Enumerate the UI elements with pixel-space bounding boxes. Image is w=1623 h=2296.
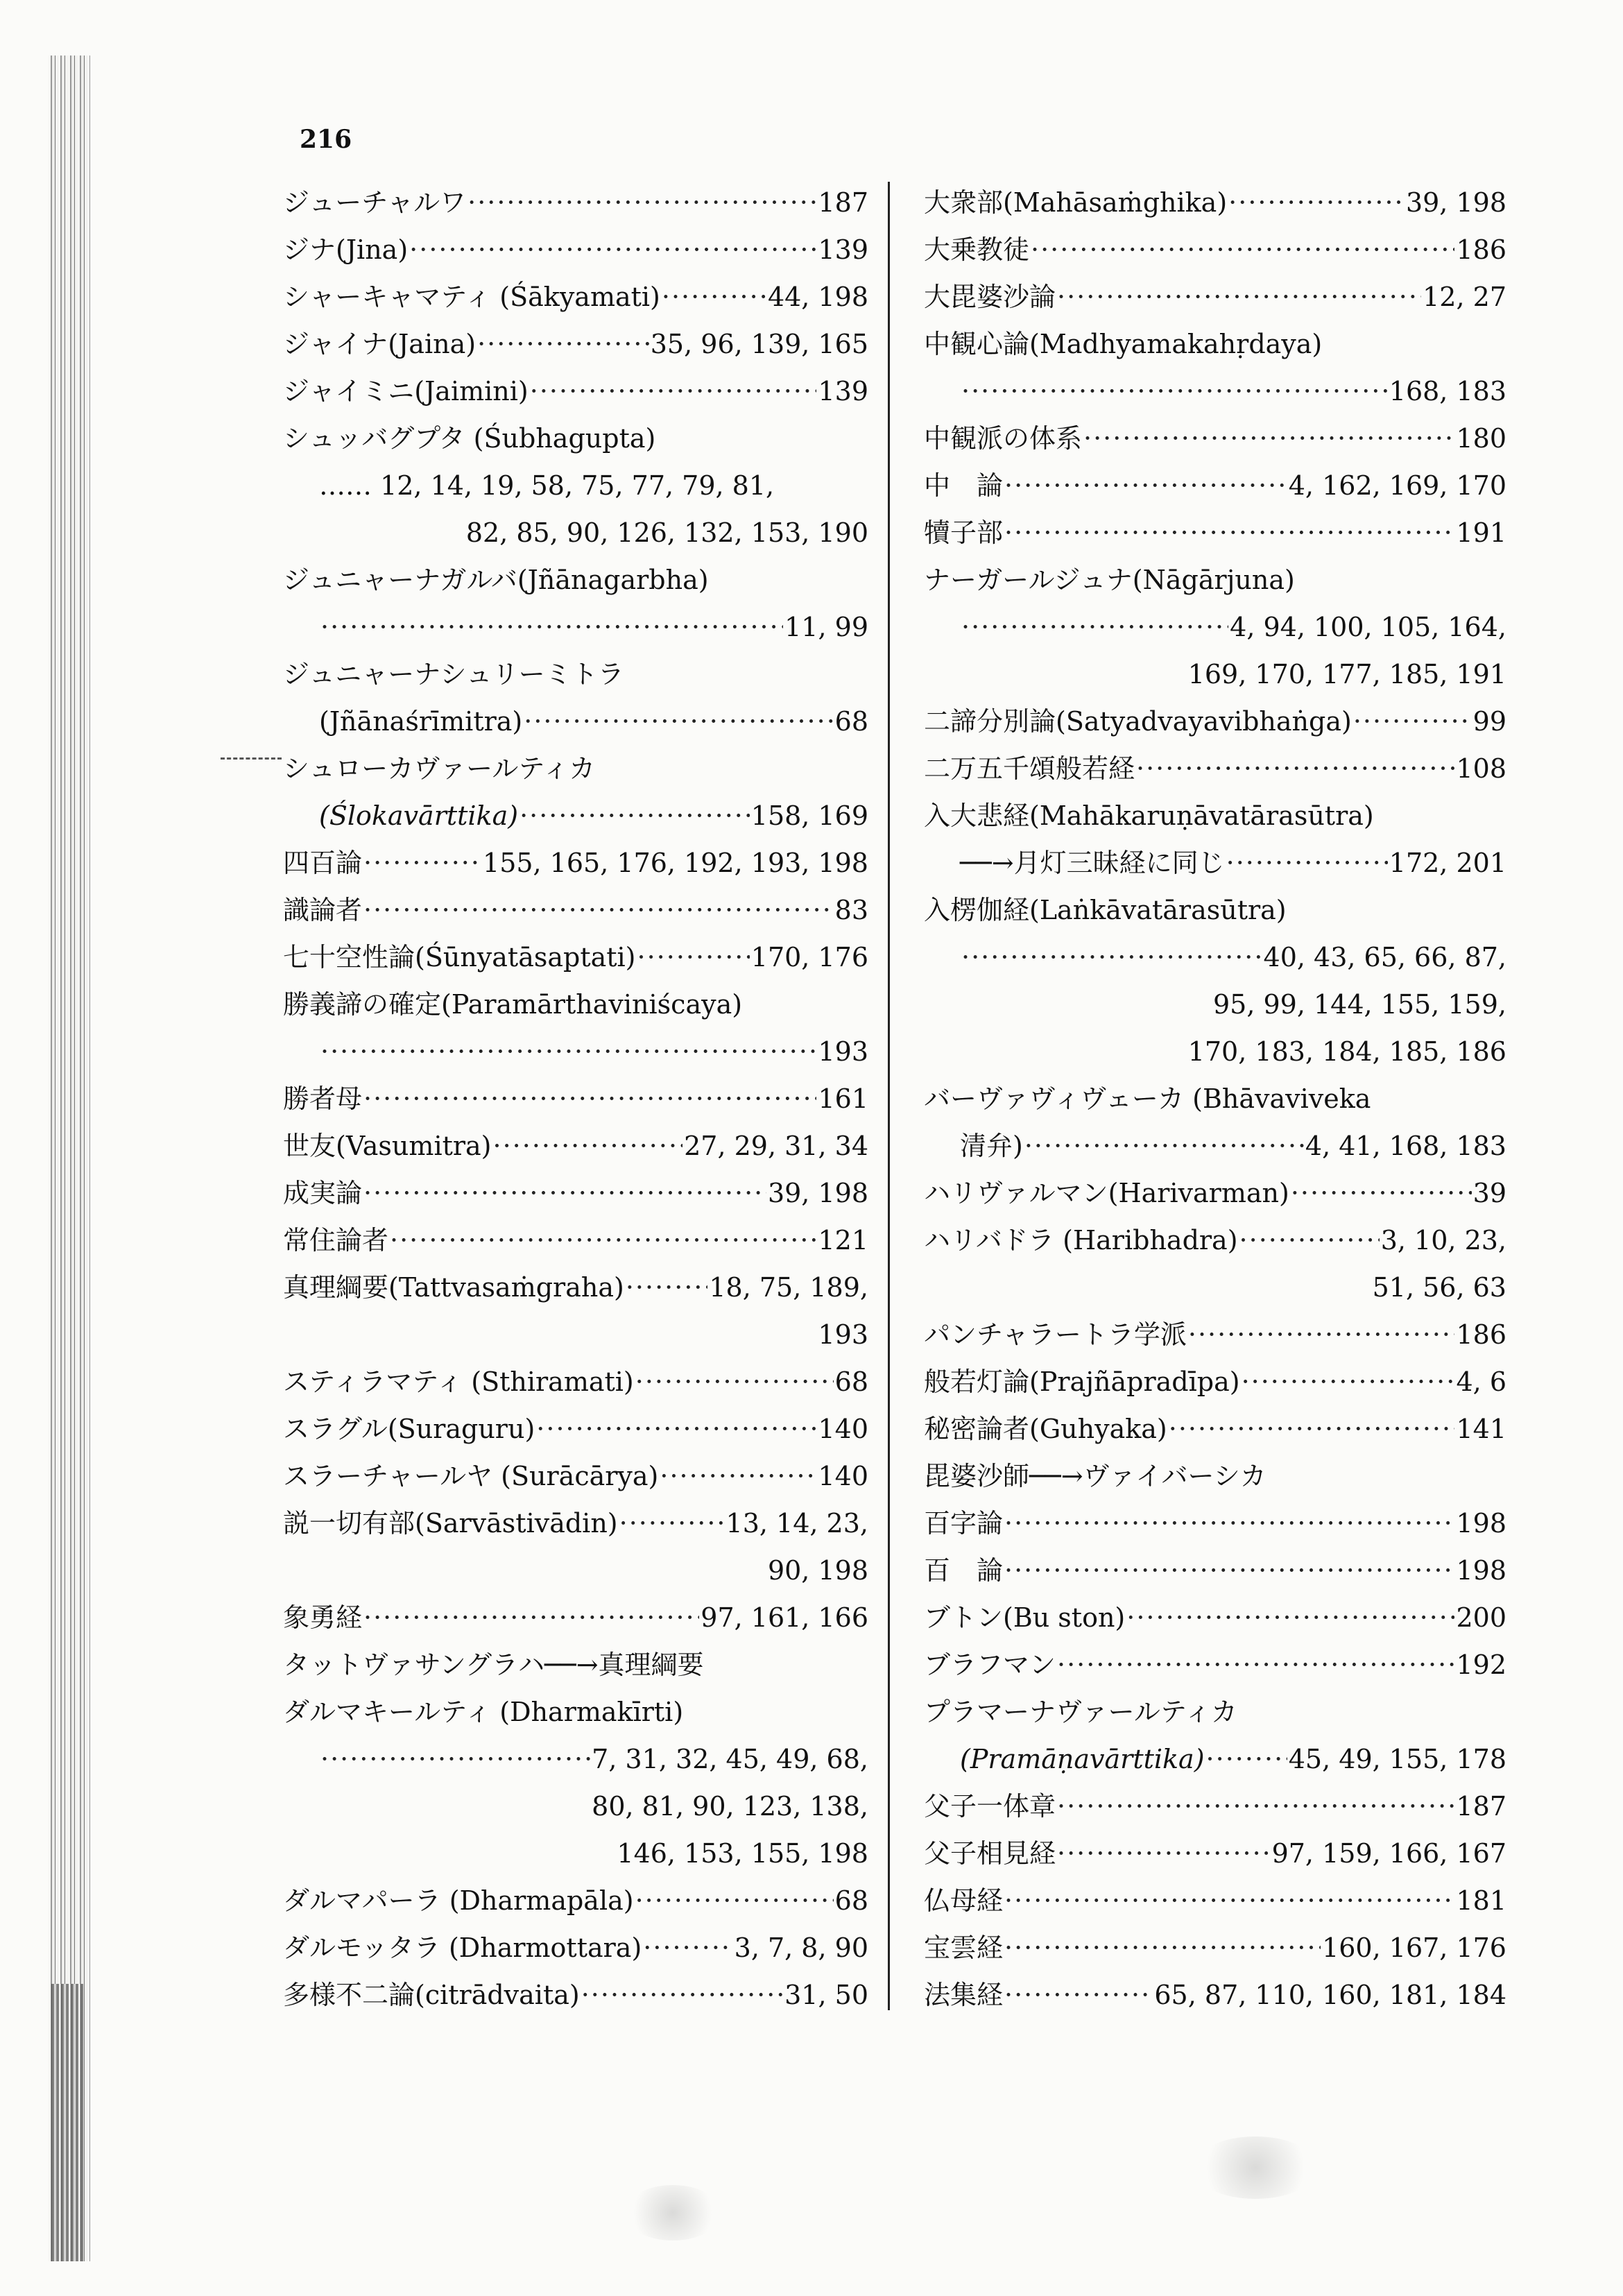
index-pages: 155, 165, 176, 192, 193, 198: [483, 848, 868, 878]
leader-dots: [1291, 1170, 1472, 1217]
index-pages: 161: [818, 1083, 868, 1114]
index-entry: [924, 1736, 1506, 1783]
index-entry: [924, 1594, 1506, 1641]
index-term: 真理綱要(Tattvasaṁgraha): [283, 1272, 624, 1303]
index-pages: 193: [818, 1036, 868, 1067]
index-pages-continued: 82, 85, 90, 126, 132, 153, 190: [465, 517, 868, 548]
index-entry: [924, 1122, 1506, 1170]
index-entry: [283, 1924, 868, 1971]
index-pages: 187: [1456, 1791, 1506, 1822]
index-pages: 140: [818, 1461, 868, 1491]
index-term: 父子相見経: [924, 1838, 1056, 1869]
scan-speckle: [1193, 2136, 1318, 2199]
index-entry: [283, 839, 868, 886]
leader-dots: [660, 1453, 816, 1500]
index-term: (Jñānaśrīmitra): [319, 706, 523, 737]
leader-dots: [961, 934, 1262, 981]
index-term: 識論者: [283, 895, 363, 925]
index-entry: [283, 1971, 868, 2019]
leader-dots: [1031, 226, 1454, 273]
index-entry: [283, 1217, 868, 1264]
index-column-left: [283, 179, 868, 2019]
index-term: 宝雲経: [924, 1933, 1004, 1963]
index-pages: 99: [1472, 706, 1506, 737]
index-term: 二万五千頌般若経: [924, 753, 1135, 784]
leader-dots: [363, 839, 481, 886]
index-term: 仏母経: [924, 1885, 1004, 1916]
index-term: 清弁): [960, 1131, 1023, 1161]
index-pages: 44, 198: [767, 282, 868, 312]
index-term: (Ślokavārttika): [319, 800, 519, 831]
index-entry: [283, 886, 868, 934]
index-term: スティラマティ (Sthiramati): [283, 1367, 634, 1397]
leader-dots: [635, 1877, 834, 1924]
page-number: 216: [300, 125, 352, 154]
index-term: 大衆部(Mahāsaṁghika): [924, 187, 1228, 218]
index-term: ハリバドラ (Haribhadra): [924, 1225, 1238, 1256]
index-term: ハリヴァルマン(Harivarman): [924, 1178, 1289, 1208]
index-heading: シュッバグプタ (Śubhagupta): [283, 423, 656, 454]
index-term: (Pramāṇavārttika): [960, 1744, 1205, 1774]
index-term: 勝者母: [283, 1083, 363, 1114]
index-entry: [924, 1783, 1506, 1830]
index-entry: [924, 415, 1506, 462]
scan-mark: [221, 757, 282, 761]
index-term: 法集経: [924, 1980, 1004, 2010]
leader-dots: [1228, 179, 1405, 226]
index-term: 中 論: [924, 470, 1004, 501]
index-pages: 139: [818, 234, 868, 265]
leader-dots: [1226, 839, 1388, 886]
index-term: 世友(Vasumitra): [283, 1131, 492, 1161]
index-pages: 39, 198: [767, 1178, 868, 1208]
leader-dots: [581, 1971, 783, 2019]
index-entry: [924, 1547, 1506, 1594]
index-heading: 勝義諦の確定(Paramārthaviniścaya): [283, 989, 743, 1020]
index-term: ブトン(Bu ston): [924, 1602, 1126, 1633]
index-pages: 11, 99: [784, 612, 868, 642]
index-entry: [924, 509, 1506, 556]
index-term: 犢子部: [924, 517, 1004, 548]
leader-dots: [961, 368, 1388, 415]
index-pages: 68: [834, 706, 868, 737]
index-term: ジナ(Jina): [283, 234, 409, 265]
index-entry: [283, 1736, 868, 1783]
index-entry: [924, 1830, 1506, 1877]
index-pages: 13, 14, 23,: [725, 1508, 868, 1539]
index-pages-continued: 51, 56, 63: [1372, 1272, 1506, 1303]
index-entry: [283, 1075, 868, 1122]
index-term: ジューチャルワ: [283, 187, 467, 218]
leader-dots: [1004, 1877, 1454, 1924]
index-pages: 140: [818, 1414, 868, 1444]
index-heading: ダルマキールティ (Dharmakīrti): [283, 1697, 684, 1727]
leader-dots: [477, 320, 649, 368]
scan-speckle: [624, 2185, 721, 2241]
index-entry: [924, 1641, 1506, 1688]
index-entry: [283, 1028, 868, 1075]
index-pages: 139: [818, 376, 868, 406]
index-term: 七十空性論(Śūnyatāsaptati): [283, 942, 636, 973]
index-pages: 160, 167, 176: [1322, 1933, 1506, 1963]
index-heading: プラマーナヴァールティカ: [924, 1697, 1237, 1727]
index-pages: 83: [834, 895, 868, 925]
index-entry: [283, 1453, 868, 1500]
index-term: 百 論: [924, 1555, 1004, 1586]
index-entry: [283, 1358, 868, 1405]
index-heading: 毘婆沙師──→ヴァイバーシカ: [924, 1461, 1266, 1491]
index-pages: 3, 10, 23,: [1380, 1225, 1506, 1256]
leader-dots: [320, 1736, 590, 1783]
index-term: パンチャラートラ学派: [924, 1319, 1187, 1350]
index-term: 秘密論者(Guhyaka): [924, 1414, 1167, 1444]
leader-dots: [1239, 1217, 1380, 1264]
index-pages: 4, 162, 169, 170: [1288, 470, 1506, 501]
index-entry: [924, 1971, 1506, 2019]
leader-dots: [1057, 1830, 1271, 1877]
index-pages: 68: [834, 1367, 868, 1397]
index-pages: 4, 94, 100, 105, 164,: [1230, 612, 1506, 642]
index-pages: 45, 49, 155, 178: [1288, 1744, 1506, 1774]
leader-dots: [1083, 415, 1454, 462]
leader-dots: [643, 1924, 732, 1971]
index-entry: [283, 603, 868, 651]
index-term: ──→月灯三昧経に同じ: [960, 848, 1225, 878]
index-entry: [283, 320, 868, 368]
index-entry: [924, 1217, 1506, 1264]
index-pages: 141: [1456, 1414, 1506, 1444]
leader-dots: [1206, 1736, 1287, 1783]
index-term: ダルマパーラ (Dharmapāla): [283, 1885, 634, 1916]
index-pages: 12, 27: [1423, 282, 1506, 312]
index-pages: 158, 169: [750, 800, 868, 831]
index-heading: ジュニャーナシュリーミトラ: [283, 659, 624, 689]
leader-dots: [1004, 509, 1454, 556]
index-entry: [283, 1405, 868, 1453]
index-entry: [283, 1170, 868, 1217]
leader-dots: [1057, 1641, 1454, 1688]
index-entry: [283, 1122, 868, 1170]
index-term: スラグル(Suraguru): [283, 1414, 535, 1444]
index-term: 二諦分別論(Satyadvayavibhaṅga): [924, 706, 1352, 737]
index-entry: [283, 792, 868, 839]
index-entry: [924, 462, 1506, 509]
leader-dots: [536, 1405, 816, 1453]
leader-dots: [530, 368, 817, 415]
index-term: 常住論者: [283, 1225, 389, 1256]
index-heading: ナーガールジュナ(Nāgārjuna): [924, 565, 1295, 595]
index-term: 成実論: [283, 1178, 363, 1208]
index-pages: 186: [1456, 234, 1506, 265]
index-pages-continued: 170, 183, 184, 185, 186: [1187, 1036, 1506, 1067]
index-pages: 68: [834, 1885, 868, 1916]
index-pages: 40, 43, 65, 66, 87,: [1263, 942, 1506, 973]
leader-dots: [363, 886, 834, 934]
index-heading: 入楞伽経(Laṅkāvatārasūtra): [924, 895, 1287, 925]
index-pages: 121: [818, 1225, 868, 1256]
index-entry: [283, 934, 868, 981]
leader-dots: [409, 226, 816, 273]
leader-dots: [619, 1500, 725, 1547]
index-pages: 180: [1456, 423, 1506, 454]
leader-dots: [363, 1075, 816, 1122]
index-term: ダルモッタラ (Dharmottara): [283, 1933, 642, 1963]
leader-dots: [1004, 1971, 1153, 2019]
index-entry: [924, 745, 1506, 792]
index-pages: 97, 159, 166, 167: [1271, 1838, 1506, 1869]
index-pages-continued: …… 12, 14, 19, 58, 75, 77, 79, 81,: [319, 470, 775, 501]
index-entry: [924, 934, 1506, 981]
index-heading: バーヴァヴィヴェーカ (Bhāvaviveka: [924, 1083, 1371, 1114]
index-pages-continued: 90, 198: [767, 1555, 868, 1586]
index-entry: [283, 226, 868, 273]
leader-dots: [524, 698, 833, 745]
leader-dots: [1004, 1500, 1454, 1547]
index-entry: [924, 839, 1506, 886]
index-pages-continued: 193: [818, 1319, 868, 1350]
index-pages: 108: [1456, 753, 1506, 784]
index-heading: 入大悲経(Mahākaruṇāvatārasūtra): [924, 800, 1374, 831]
index-pages: 35, 96, 139, 165: [650, 329, 868, 359]
index-pages: 198: [1456, 1555, 1506, 1586]
index-entry: [283, 368, 868, 415]
index-pages: 168, 183: [1389, 376, 1506, 406]
leader-dots: [1126, 1594, 1454, 1641]
leader-dots: [320, 1028, 816, 1075]
index-heading: 中観心論(Madhyamakahṛdaya): [924, 329, 1323, 359]
index-pages: 7, 31, 32, 45, 49, 68,: [592, 1744, 868, 1774]
index-term: 百字論: [924, 1508, 1004, 1539]
index-heading: タットヴァサングラハ──→真理綱要: [283, 1650, 704, 1680]
index-entry: [924, 698, 1506, 745]
leader-dots: [1024, 1122, 1304, 1170]
leader-dots: [662, 273, 766, 320]
binding-shadow: [51, 1984, 83, 2261]
index-entry: [283, 1594, 868, 1641]
index-entry: [924, 1877, 1506, 1924]
index-pages: 39, 198: [1405, 187, 1506, 218]
leader-dots: [637, 934, 750, 981]
index-entry: [924, 1170, 1506, 1217]
leader-dots: [1057, 1783, 1454, 1830]
index-term: 父子一体章: [924, 1791, 1056, 1822]
index-term: 般若灯論(Prajñāpradīpa): [924, 1367, 1240, 1397]
index-term: 象勇経: [283, 1602, 363, 1633]
leader-dots: [1057, 273, 1421, 320]
index-pages: 18, 75, 189,: [709, 1272, 868, 1303]
index-pages: 191: [1456, 517, 1506, 548]
index-pages-continued: 80, 81, 90, 123, 138,: [592, 1791, 868, 1822]
index-entry: [924, 1924, 1506, 1971]
index-entry: [924, 1358, 1506, 1405]
leader-dots: [626, 1264, 708, 1311]
index-heading: ジュニャーナガルバ(Jñānagarbha): [283, 565, 709, 595]
index-entry: [283, 698, 868, 745]
index-term: 大乗教徒: [924, 234, 1030, 265]
index-pages: 27, 29, 31, 34: [684, 1131, 868, 1161]
index-entry: [924, 273, 1506, 320]
leader-dots: [320, 603, 783, 651]
index-pages: 31, 50: [784, 1980, 868, 2010]
leader-dots: [1136, 745, 1454, 792]
index-entry: [283, 179, 868, 226]
index-entry: [924, 1500, 1506, 1547]
index-pages: 4, 6: [1456, 1367, 1506, 1397]
index-term: 大毘婆沙論: [924, 282, 1056, 312]
index-pages: 97, 161, 166: [701, 1602, 868, 1633]
leader-dots: [493, 1122, 683, 1170]
index-entry: [924, 1311, 1506, 1358]
index-term: 四百論: [283, 848, 363, 878]
index-term: 多様不二論(citrādvaita): [283, 1980, 580, 2010]
leader-dots: [635, 1358, 834, 1405]
index-pages: 200: [1456, 1602, 1506, 1633]
index-pages: 187: [818, 187, 868, 218]
index-term: ジャイミニ(Jaimini): [283, 376, 529, 406]
column-divider: [888, 182, 890, 2010]
index-term: 中観派の体系: [924, 423, 1083, 454]
index-pages: 39: [1472, 1178, 1506, 1208]
index-pages: 186: [1456, 1319, 1506, 1350]
leader-dots: [363, 1594, 699, 1641]
index-entry: [924, 1405, 1506, 1453]
index-term: スラーチャールヤ (Surācārya): [283, 1461, 659, 1491]
leader-dots: [1004, 462, 1287, 509]
index-entry: [283, 1264, 868, 1311]
index-entry: [924, 603, 1506, 651]
index-pages: 192: [1456, 1650, 1506, 1680]
leader-dots: [1004, 1924, 1321, 1971]
index-pages-continued: 169, 170, 177, 185, 191: [1187, 659, 1506, 689]
index-entry: [283, 1500, 868, 1547]
index-pages: 181: [1456, 1885, 1506, 1916]
index-pages: 198: [1456, 1508, 1506, 1539]
index-pages: 3, 7, 8, 90: [734, 1933, 868, 1963]
index-term: 説一切有部(Sarvāstivādin): [283, 1508, 618, 1539]
index-pages: 65, 87, 110, 160, 181, 184: [1154, 1980, 1506, 2010]
index-pages: 172, 201: [1389, 848, 1506, 878]
index-entry: [924, 368, 1506, 415]
index-entry: [283, 1877, 868, 1924]
leader-dots: [363, 1170, 766, 1217]
leader-dots: [390, 1217, 816, 1264]
leader-dots: [1188, 1311, 1455, 1358]
index-entry: [924, 226, 1506, 273]
leader-dots: [1169, 1405, 1455, 1453]
index-pages: 4, 41, 168, 183: [1305, 1131, 1506, 1161]
index-pages-continued: 146, 153, 155, 198: [617, 1838, 868, 1869]
index-pages: 170, 176: [750, 942, 868, 973]
leader-dots: [1353, 698, 1472, 745]
index-column-right: [924, 179, 1506, 2019]
leader-dots: [961, 603, 1228, 651]
leader-dots: [1242, 1358, 1455, 1405]
book-binding-edge: [49, 55, 90, 2261]
index-term: ブラフマン: [924, 1650, 1056, 1680]
index-entry: [283, 273, 868, 320]
index-term: シャーキャマティ (Śākyamati): [283, 282, 660, 312]
index-entry: [924, 179, 1506, 226]
leader-dots: [519, 792, 750, 839]
leader-dots: [1004, 1547, 1454, 1594]
index-heading: シュローカヴァールティカ: [283, 753, 596, 784]
leader-dots: [467, 179, 816, 226]
index-pages-continued: 95, 99, 144, 155, 159,: [1212, 989, 1506, 1020]
index-term: ジャイナ(Jaina): [283, 329, 476, 359]
